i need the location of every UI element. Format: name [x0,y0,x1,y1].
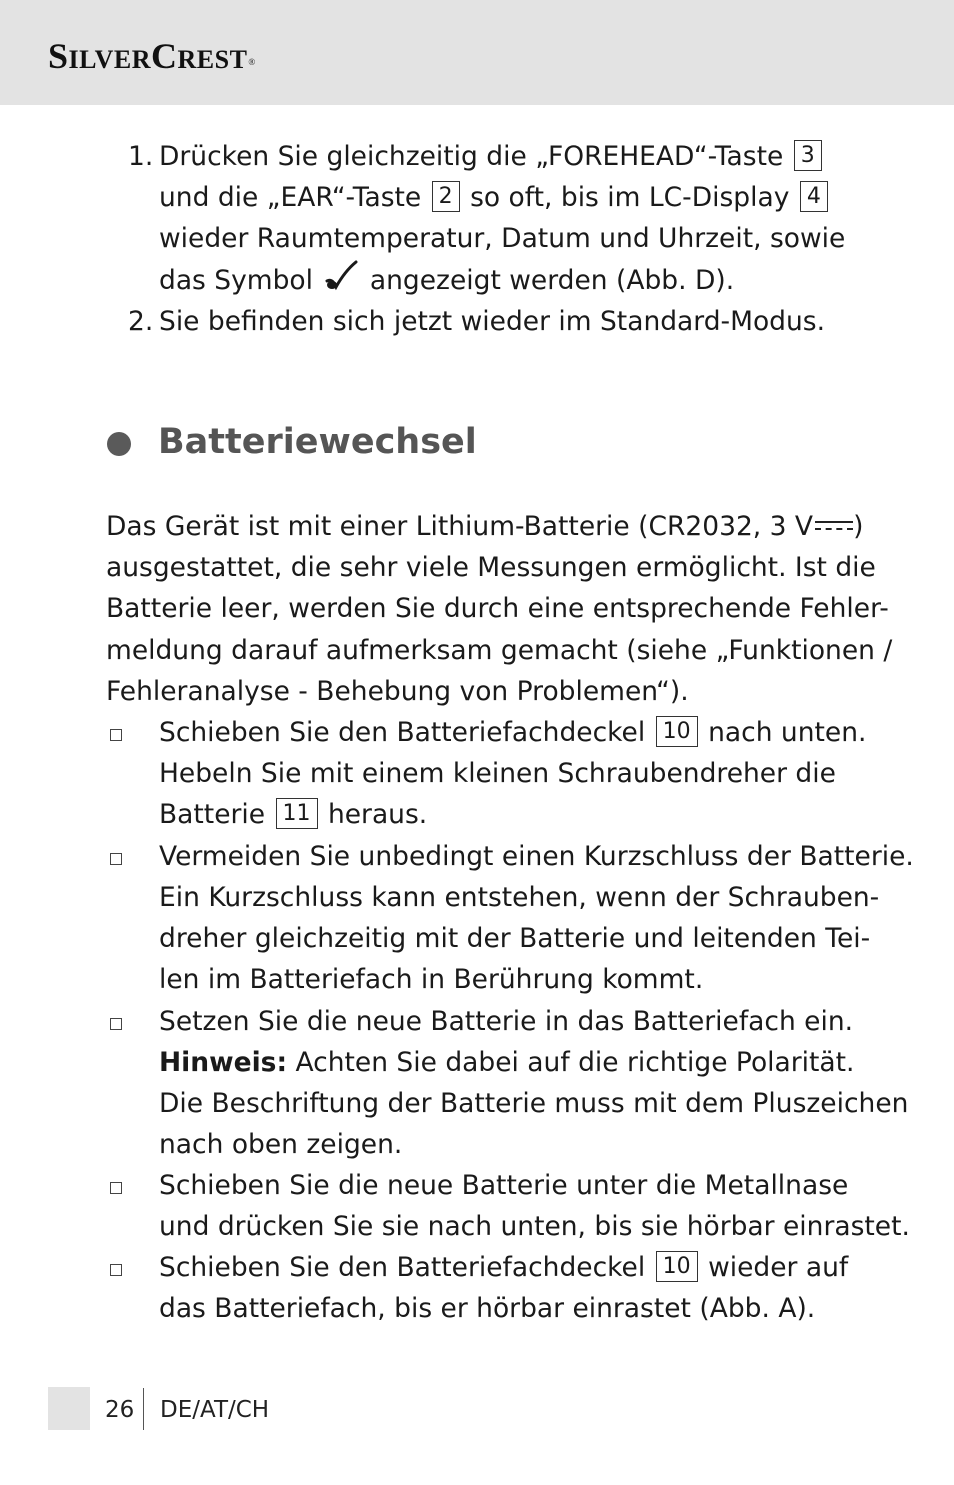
bullet-line: Vermeiden Sie unbedingt einen Kurzschluss der Batterie. [159,841,914,872]
step-line: Drücken Sie gleichzeitig die „FOREHEAD“-Taste 3 [159,136,824,177]
bullet-line: Schieben Sie den Batteriefachdeckel 10 wieder auf [159,1252,849,1283]
heading-bullet-icon [107,432,131,456]
intro-line: Batterie leer, werden Sie durch eine entsprechende Fehler- [106,593,889,624]
ref-box: 4 [800,181,828,212]
page-number: 26 [105,1397,135,1423]
step-line: Sie befinden sich jetzt wieder im Standard-Modus. [159,306,826,337]
ref-box: 10 [656,716,698,747]
ref-box: 11 [276,798,318,829]
bullet-line: Ein Kurzschluss kann entstehen, wenn der Schrauben- [159,882,880,913]
bullet-line: len im Batteriefach in Berührung kommt. [159,964,704,995]
intro-line: ausgestattet, die sehr viele Messungen ermöglicht. Ist die [106,552,876,583]
intro-line: Fehleranalyse - Behebung von Problemen“). [106,676,689,707]
checkbox-bullet-icon [110,729,122,741]
intro-line: meldung darauf aufmerksam gemacht (siehe „Funktionen / [106,635,893,666]
step-line: das Symbol angezeigt werden (Abb. D). [159,259,734,301]
ref-box: 10 [656,1251,698,1282]
bullet-line: Hinweis: Achten Sie dabei auf die richtige Polarität. [159,1047,855,1078]
checkbox-bullet-icon [110,853,122,865]
bullet-line: Hebeln Sie mit einem kleinen Schraubendreher die [159,758,836,789]
ref-box: 3 [794,140,822,171]
checkbox-bullet-icon [110,1018,122,1030]
intro-line: Das Gerät ist mit einer Lithium-Batterie (CR2032, 3 V ) [106,511,864,542]
bullet-line: Die Beschriftung der Batterie muss mit dem Pluszeichen [159,1088,909,1119]
bullet-line: Batterie 11 heraus. [159,799,428,830]
brand-logo: SILVERCREST® [48,36,256,76]
bullet-line: das Batteriefach, bis er hörbar einrastet (Abb. A). [159,1293,816,1324]
region-label: DE/AT/CH [160,1397,270,1423]
bullet-line: nach oben zeigen. [159,1129,403,1160]
bullet-line: und drücken Sie sie nach unten, bis sie hörbar einrastet. [159,1211,910,1242]
step-number: 1. [128,141,154,172]
page-header [0,0,954,105]
bullet-line: Schieben Sie den Batteriefachdeckel 10 nach unten. [159,717,867,748]
step-number: 2. [128,306,154,337]
step-line: wieder Raumtemperatur, Datum und Uhrzeit, sowie [159,223,846,254]
checkbox-bullet-icon [110,1182,122,1194]
step-line: und die „EAR“-Taste 2 so oft, bis im LC-Display 4 [159,177,830,218]
hint-label: Hinweis: [159,1047,288,1078]
bullet-line: dreher gleichzeitig mit der Batterie und leitenden Tei- [159,923,871,954]
checkmark-icon [323,259,359,293]
ref-box: 2 [432,181,460,212]
dc-symbol-icon [815,519,853,533]
bullet-line: Schieben Sie die neue Batterie unter die Metallnase [159,1170,849,1201]
checkbox-bullet-icon [110,1264,122,1276]
footer-marker [48,1387,90,1430]
bullet-line: Setzen Sie die neue Batterie in das Batteriefach ein. [159,1006,854,1037]
section-title: Batteriewechsel [158,422,477,462]
footer-divider [143,1388,144,1430]
